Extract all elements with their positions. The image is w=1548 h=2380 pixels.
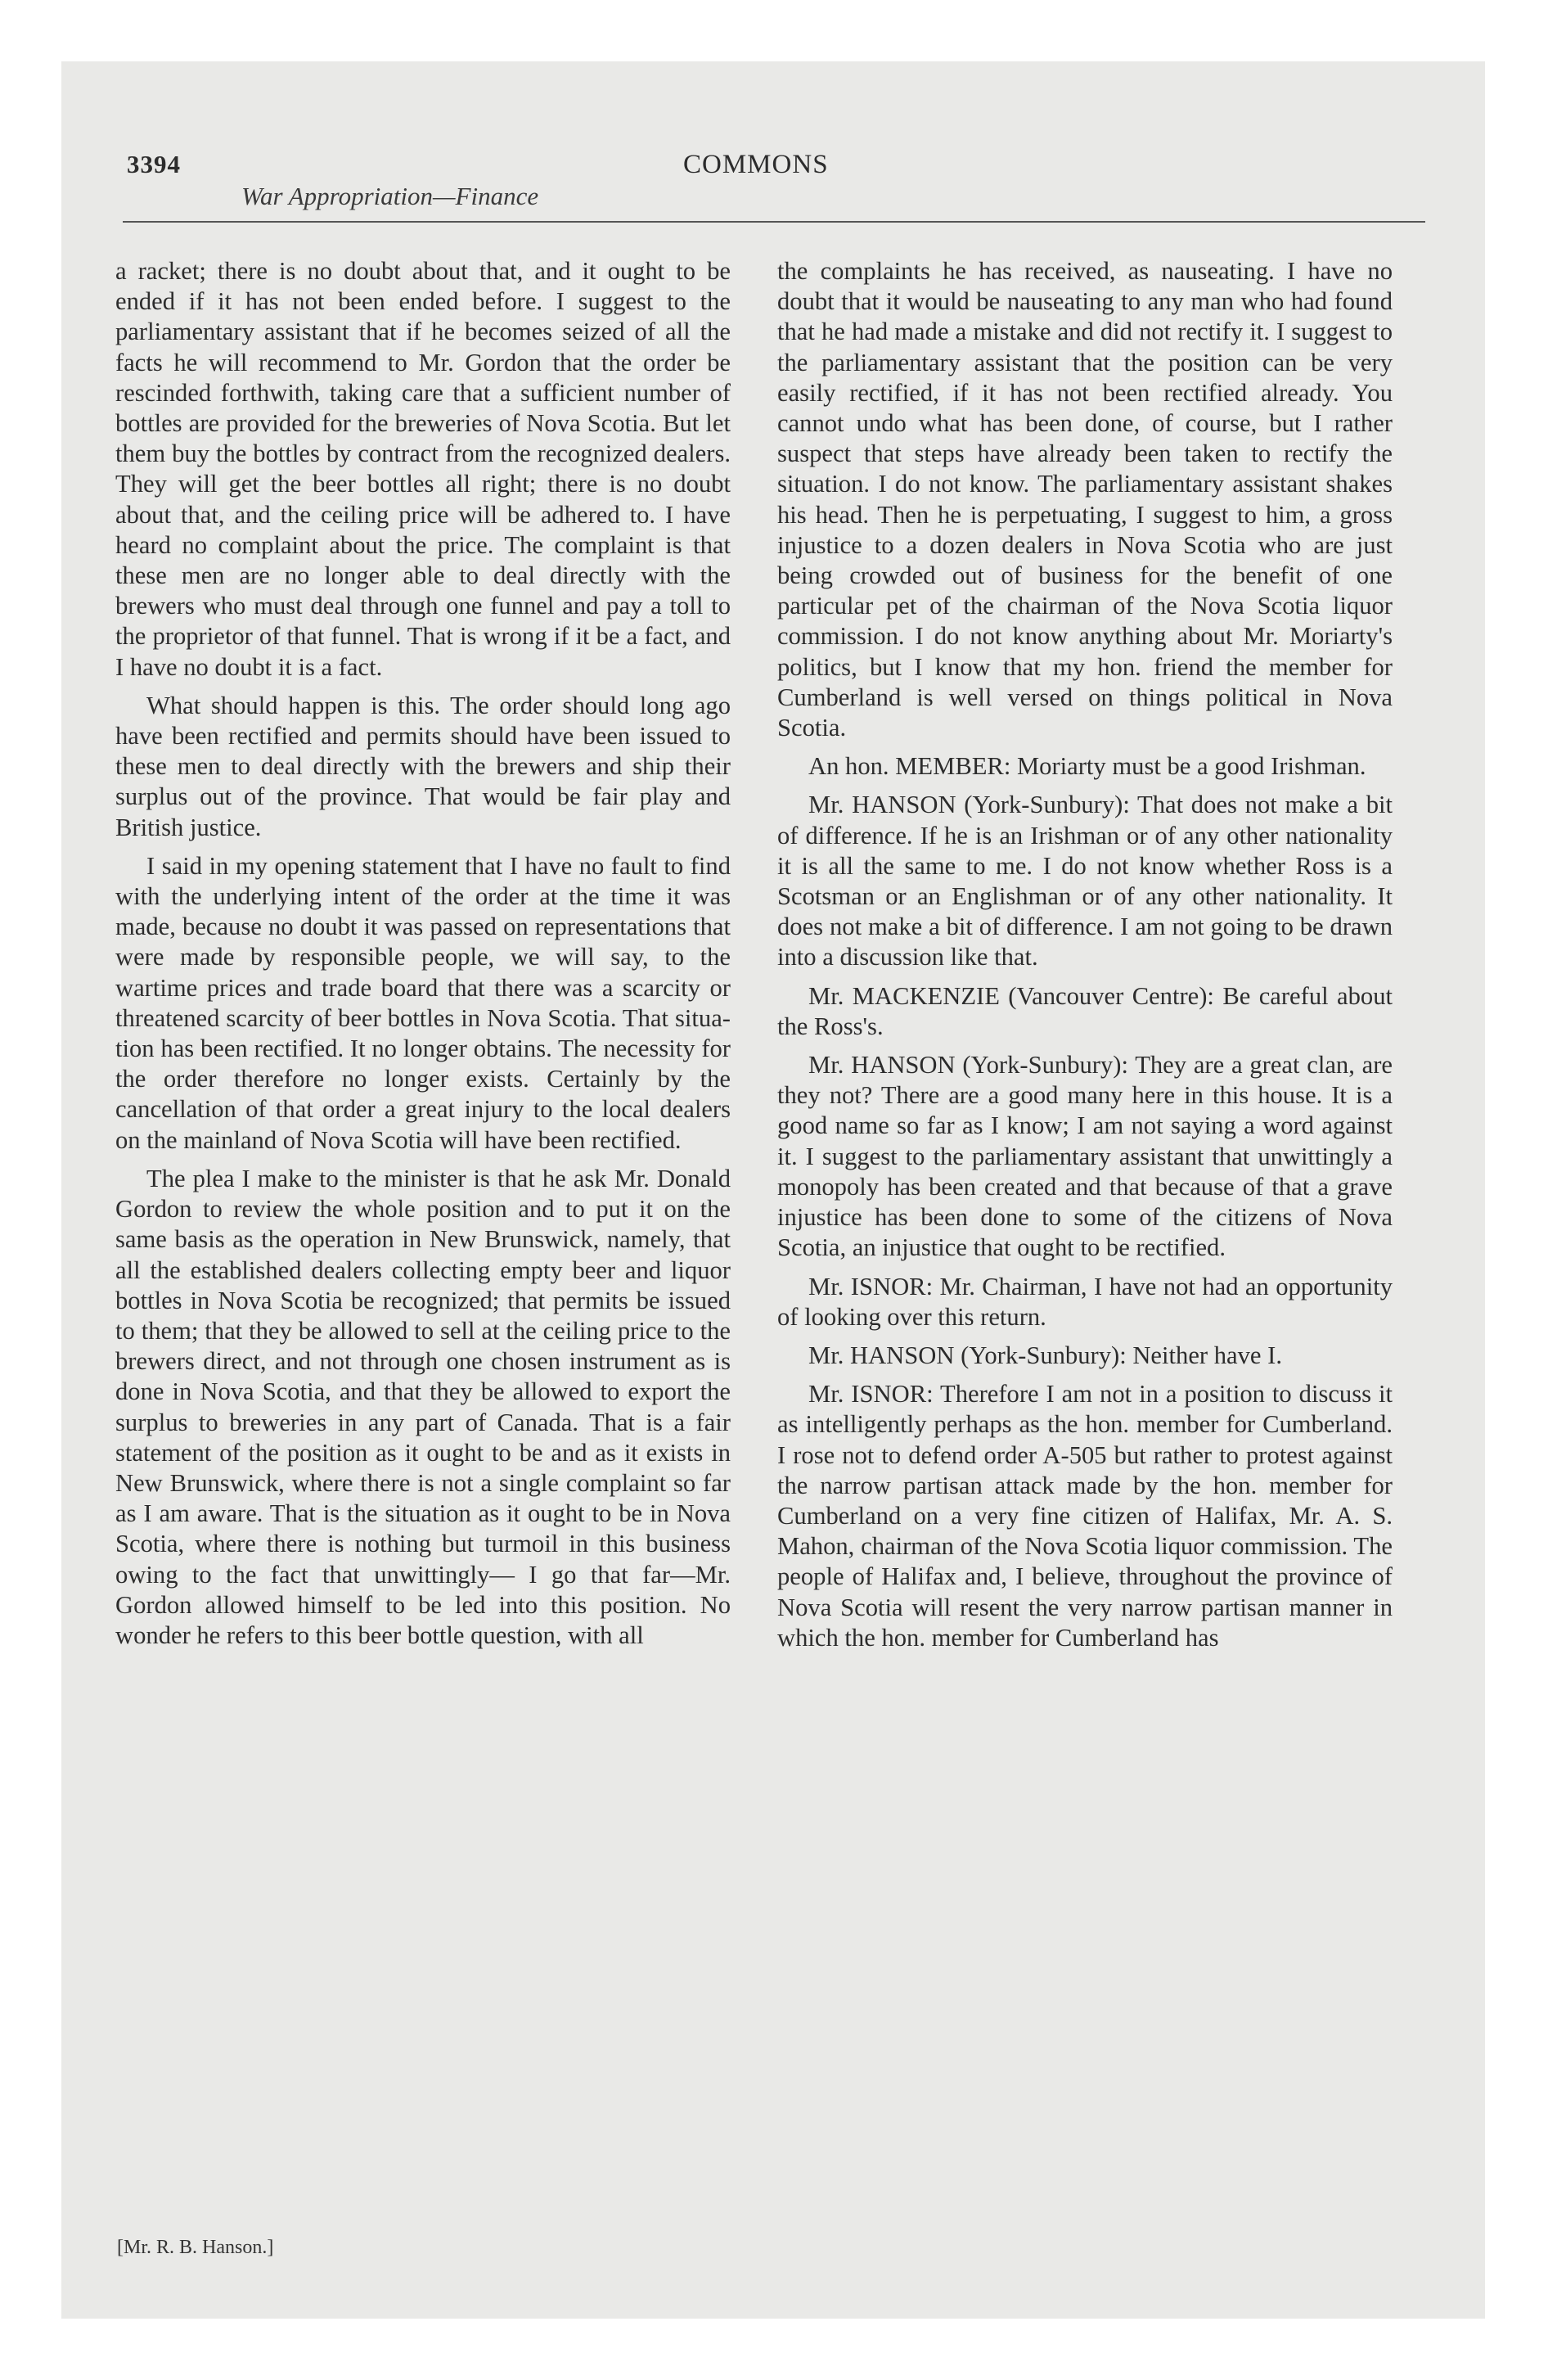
paragraph: Mr. HANSON (York-Sunbury): They are a great clan, are they not? There are a good many here in this house. It is a good name so far as I know; I am not saying a word against it. I suggest to the parliamentary assistant that unwittingly a monopoly has been created and that because of that a grave injustice has been done to some of the citizens of Nova Scotia, an injustice that ought to be rectified. xyxy=(777,1051,1393,1262)
paragraph: Mr. HANSON (York-Sunbury): Neither have I. xyxy=(808,1341,1282,1369)
paragraph: Mr. ISNOR: Mr. Chairman, I have not had an opportunity of looking over this return. xyxy=(777,1272,1393,1331)
paragraph: the complaints he has received, as nauseating. I have no doubt that it would be nauseating to any man who had found that he had made a mistake and did not rectify it. I suggest to the parliamentary assistant that the position can be very easily rectified, if it has not been rectified already. You cannot undo what has been done, of course, but I rather suspect that steps have already been taken to rectify the situation. I do not know. The parliamentary assistant shakes his head. Then he is perpetuating, I suggest to him, a gross injustice to a dozen dealers in Nova Scotia who are just being crowded out of business for the benefit of one particular pet of the chairman of the Nova Scotia liquor commission. I do not know anything about Mr. Moriarty's politics, but I know that my hon. friend the member for Cumberland is well versed on things political in Nova Scotia. xyxy=(777,257,1393,742)
paragraph: The plea I make to the minister is that he ask Mr. Donald Gordon to review the whole position and to put it on the same basis as the operation in New Brunswick, namely, that all the established dealers collecting empty beer and liquor bottles in Nova Scotia be recognized; that permits be issued to them; that they be allowed to sell at the ceiling price to the brewers direct, and not through one chosen instrument as is done in Nova Scotia, and that they be allowed to export the surplus to breweries in any part of Canada. That is a fair statement of the position as it ought to be and as it exists in New Brunswick, where there is not a single complaint so far as I am aware. That is the situation as it ought to be in Nova Scotia, where there is nothing but turmoil in this business owing to the fact that unwittingly— I go that far—Mr. Gordon allowed himself to be led into this position. No wonder he refers to this beer bottle question, with all xyxy=(115,1164,731,1649)
paragraph: a racket; there is no doubt about that, and it ought to be ended if it has not been ended before. I suggest to the parliamentary assistant that if he becomes seized of all the facts he will recommend to Mr. Gordon that the order be rescinded forthwith, taking care that a sufficient number of bottles are provided for the breweries of Nova Scotia. But let them buy the bottles by contract from the recognized dealers. They will get the beer bottles all right; there is no doubt about that, and the ceiling price will be adhered to. I have heard no complaint about the price. The complaint is that these men are no longer able to deal directly with the brewers who must deal through one funnel and pay a toll to the proprietor of that funnel. That is wrong if it be a fact, and I have no doubt it is a fact. xyxy=(115,257,731,681)
paragraph: Mr. ISNOR: Therefore I am not in a position to discuss it as intelligently perhaps as the hon. member for Cumberland. I rose not to defend order A-505 but rather to protest against the narrow partisan attack made by the hon. member for Cumberland on a very fine citizen of Halifax, Mr. A. S. Mahon, chairman of the Nova Scotia liquor commission. The people of Halifax and, I believe, throughout the province of Nova Scotia will resent the very narrow partisan manner in which the hon. member for Cumberland has xyxy=(777,1380,1393,1652)
running-head: War Appropriation—Finance xyxy=(241,182,539,210)
header-rule xyxy=(123,221,1425,223)
paragraph: Mr. MACKENZIE (Vancouver Centre): Be careful about the Ross's. xyxy=(777,981,1393,1040)
chamber-header: COMMONS xyxy=(683,150,829,179)
paragraph: Mr. HANSON (York-Sunbury): That does not make a bit of difference. If he is an Irishman or of any other nationality it is all the same to me. I do not know whether Ross is a Scotsman or an Englishman or of any other nationality. It does not make a bit of difference. I am not going to be drawn into a discussion like that. xyxy=(777,791,1393,971)
right-column xyxy=(777,256,1393,1661)
left-column xyxy=(115,256,731,1659)
paragraph: I said in my opening statement that I have no fault to find with the underlying intent of the order at the time it was made, because no doubt it was passed on representations that were made by responsible people, we will say, to the wartime prices and trade board that there was a scarcity or threatened scarcity of beer bottles in Nova Scotia. That situation has been rectified. It no longer obtains. The necessity for the order therefore no longer exists. Certainly by the cancellation of that order a great injury to the local dealers on the mainland of Nova Scotia will have been rectified. xyxy=(115,851,731,1154)
paragraph: What should happen is this. The order should long ago have been rectified and permits should have been issued to these men to deal directly with the brewers and ship their surplus out of the province. That would be fair play and British justice. xyxy=(115,691,731,841)
speaker-reference: [Mr. R. B. Hanson.] xyxy=(117,2237,274,2258)
paragraph: An hon. MEMBER: Moriarty must be a good Irishman. xyxy=(808,752,1366,781)
page-number: 3394 xyxy=(127,150,181,178)
